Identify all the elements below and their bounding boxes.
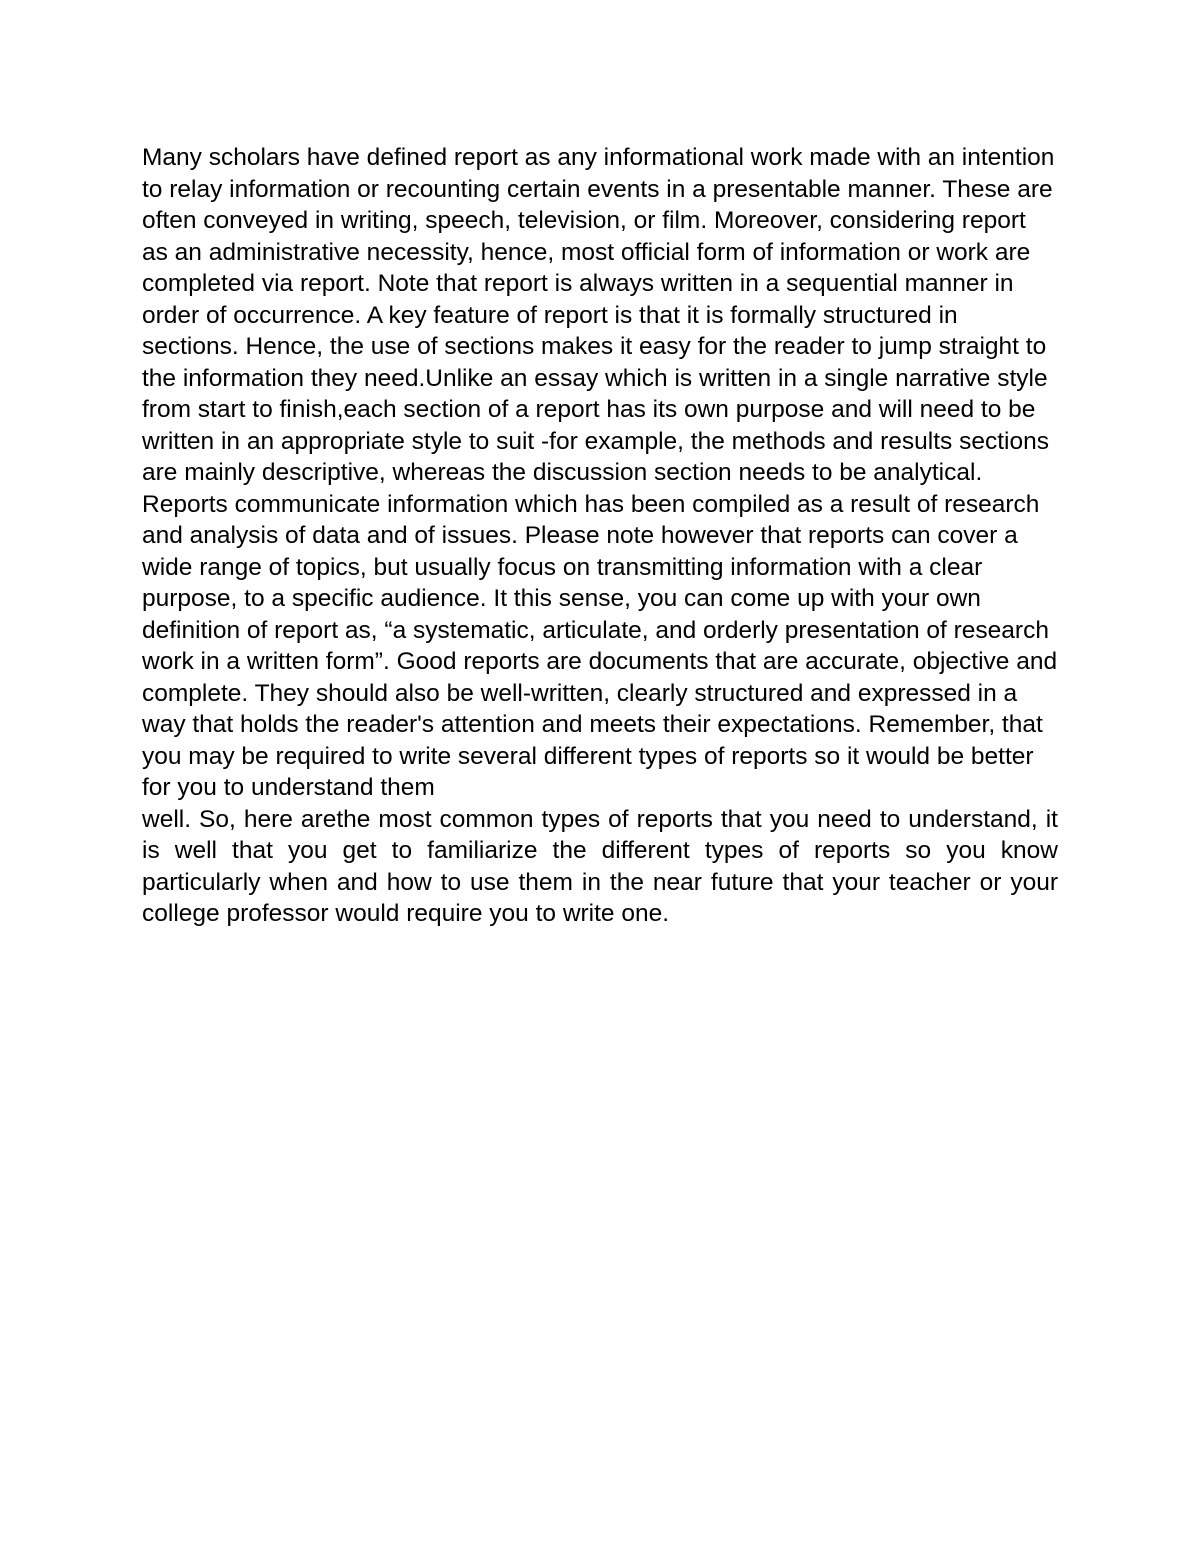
body-paragraph: Many scholars have defined report as any informational work made with an intention to relay information or recounting certain events in a presentable manner. These are often conveyed in writing, speech, television, or film. Moreover, considering report as an administrative necessity, hence, most official form of information or work are completed via report. Note that report is always written in a sequential manner in order of occurrence. A key feature of report is that it is formally structured in sections. Hence, the use of sections makes it easy for the reader to jump straight to the information they need.Unlike an essay which is written in a single narrative style from start to finish,each section of a report has its own purpose and will need to be written in an appropriate style to suit -for example, the methods and results sections are mainly descriptive, whereas the discussion section needs to be analytical. Reports communicate information which has been compiled as a result of research and analysis of data and of issues. Please note however that reports can cover a wide range of topics, but usually focus on transmitting information with a clear purpose, to a specific audience. It this sense, you can come up with your own definition of report as, “a systematic, articulate, and orderly presentation of research work in a written form”. Good reports are documents that are accurate, objective and complete. They should also be well-written, clearly structured and expressed in a way that holds the reader's attention and meets their expectations. Remember, that you may be required to write several different types of reports so it would be better for you to understand them (142, 144, 1058, 801)
document-body (142, 142, 1058, 930)
body-paragraph: well. So, here arethe most common types of reports that you need to understand, it is well that you get to familiarize the different types of reports so you know particularly when and how to use them in the near future that your teacher or your college professor would require you to write one. (142, 805, 1058, 927)
